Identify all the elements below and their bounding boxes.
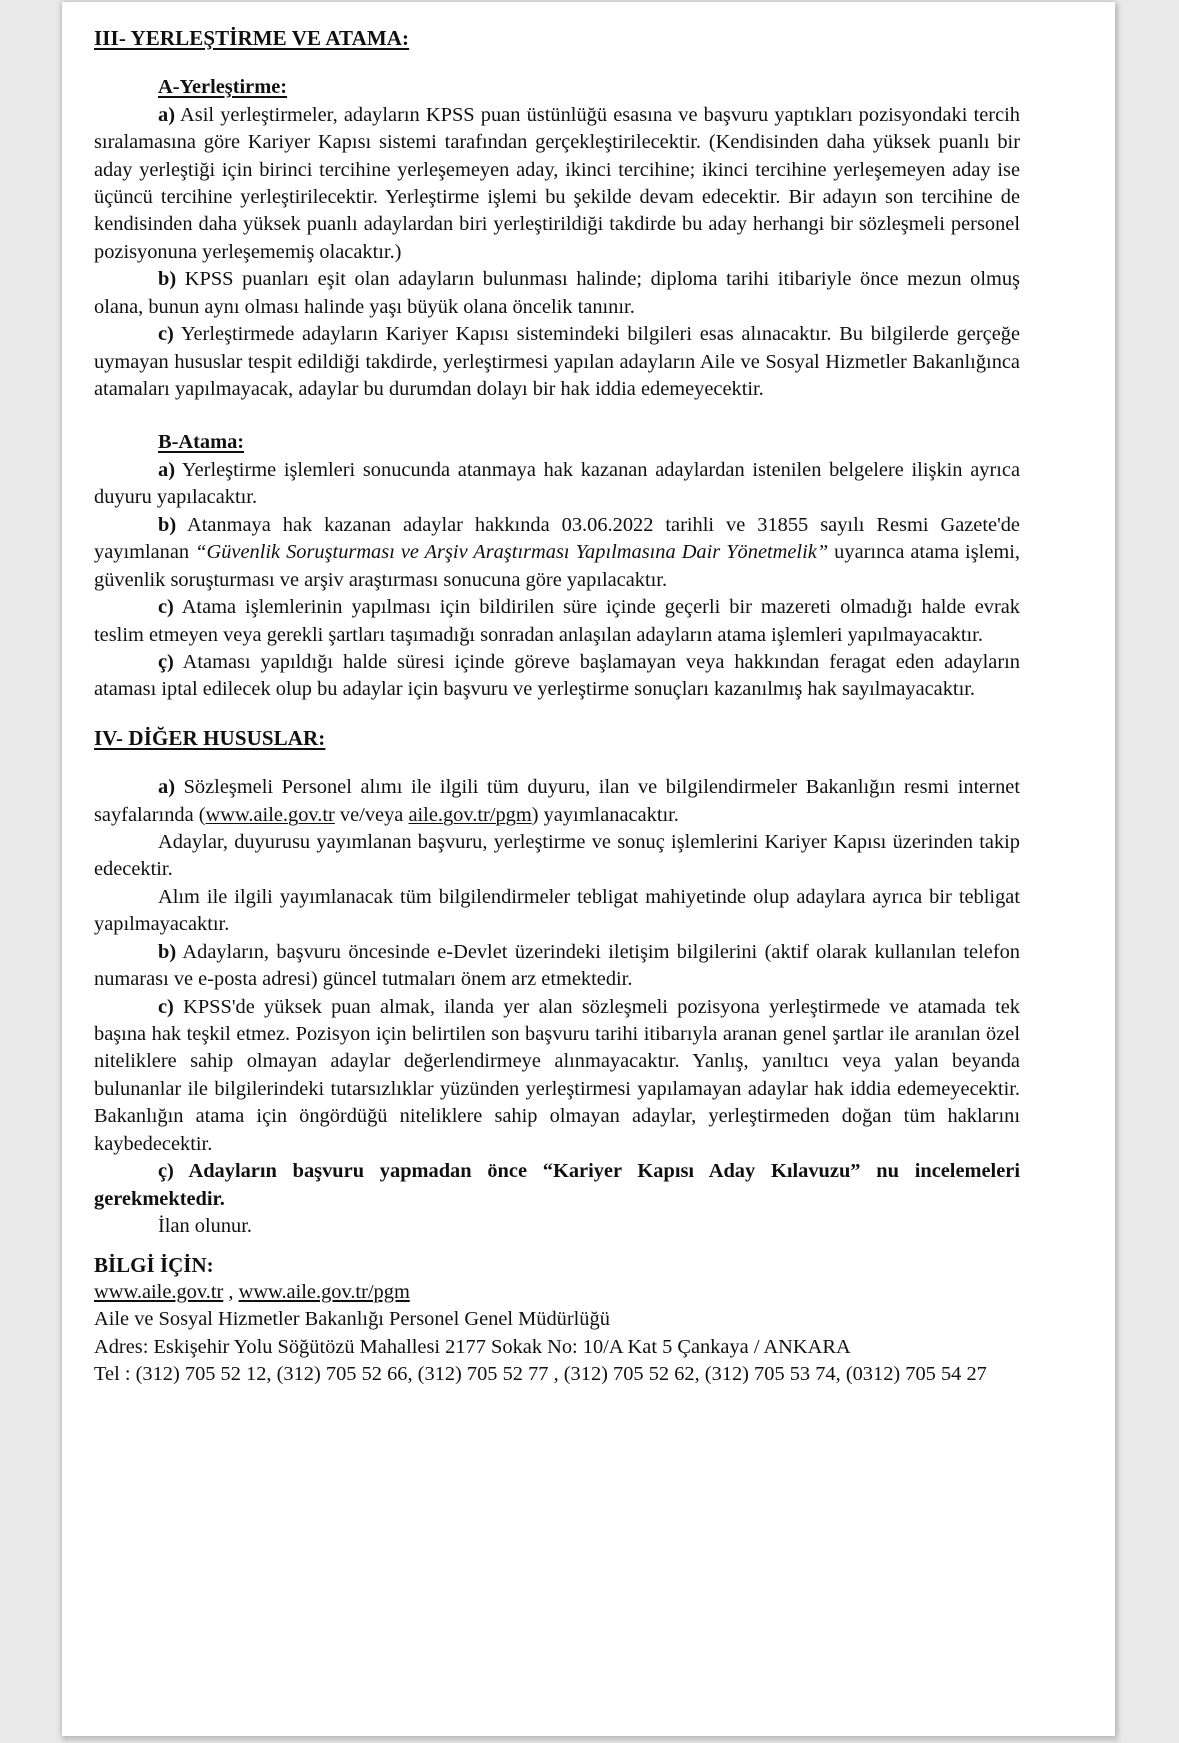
paragraph-diger-a xyxy=(94,774,1020,829)
contact-organization xyxy=(94,1306,1020,1333)
section-heading-yerlestirme-ve-atama xyxy=(94,24,1020,52)
subsection-heading-yerlestirme xyxy=(94,74,1020,101)
item-label-diger-c: c) xyxy=(158,995,174,1018)
paragraph-adaylar-takip-text: Adaylar, duyurusu yayımlanan başvuru, yerleştirme ve sonuç işlemlerini Kariyer Kapısı üzerinden takip edecektir. xyxy=(94,830,1020,881)
paragraph-ilan-olunur xyxy=(94,1213,1020,1240)
spacer xyxy=(94,1241,1020,1251)
item-text-diger-c: KPSS'de yüksek puan almak, ilanda yer alan sözleşmeli pozisyona yerleştirmede ve atamada tek başına hak teşkil etmez. Pozisyon için belirtilen son başvuru tarihi itibarıyla aranan genel şartlar ile aranılan özel niteliklere sahip olmayan adaylar değerlendirmeye alınmayacaktır. Yanlış, yanıltıcı veya yalan beyanda bulunanlar ile bilgilerindeki tutarsızlıklar yüzünden yerleştirmesi yapılamayan adaylar hak iddia edemeyecektir. Bakanlığın atama için öngördüğü niteliklere sahip olmayan adaylar, yerleştirmeden doğan tüm haklarını kaybedecektir. xyxy=(94,995,1020,1155)
ilan-olunur-text: İlan olunur. xyxy=(158,1215,253,1238)
item-label-diger-cc: ç) xyxy=(158,1160,174,1183)
item-label-atama-cc: ç) xyxy=(158,650,174,673)
item-label-atama-b: b) xyxy=(158,513,177,536)
contact-link-aile-gov-tr[interactable]: www.aile.gov.tr xyxy=(94,1280,224,1303)
contact-phones-text: Tel : (312) 705 52 12, (312) 705 52 66, (312) 705 52 77 , (312) 705 52 62, (312) 705 53 74, (0312) 705 54 27 xyxy=(94,1363,987,1386)
contact-address xyxy=(94,1334,1020,1361)
contact-phones xyxy=(94,1361,1020,1388)
paragraph-adaylar-takip xyxy=(94,829,1020,884)
item-text-atama-b-part1: Atanmaya hak kazanan adaylar hakkında 03.06.2022 tarihli ve 31855 sayılı Resmi Gazete'de yayımlanan xyxy=(94,513,1020,564)
paragraph-alim-tebligat xyxy=(94,884,1020,939)
paragraph-yerlestirme-b xyxy=(94,266,1020,321)
item-text-atama-b-part2: uyarınca atama işlemi, güvenlik soruşturması ve arşiv araştırması sonucuna göre yapılacaktır. xyxy=(94,541,1020,591)
paragraph-yerlestirme-c xyxy=(94,321,1020,403)
item-label-atama-c: c) xyxy=(158,596,174,619)
document-page xyxy=(62,2,1115,1736)
spacer xyxy=(94,704,1020,724)
item-label-atama-a: a) xyxy=(158,458,175,481)
contact-block xyxy=(94,1251,1020,1389)
item-text-diger-cc: Adayların başvuru yapmadan önce “Kariyer Kapısı Aday Kılavuzu” nu incelemeleri gerekmektedir. xyxy=(94,1160,1020,1210)
paragraph-atama-cc xyxy=(94,649,1020,704)
section-heading-text: III- YERLEŞTİRME VE ATAMA: xyxy=(94,26,410,50)
document-content xyxy=(94,24,1020,1389)
item-label-diger-a: a) xyxy=(158,776,175,799)
paragraph-diger-cc xyxy=(94,1158,1020,1213)
item-text-atama-cc: Ataması yapıldığı halde süresi içinde göreve başlamayan veya hakkından feragat eden adayların ataması iptal edilecek olup bu adaylar için başvuru ve yerleştirme sonuçları kazanılmış hak sayılmayacaktır. xyxy=(94,650,1020,701)
paragraph-diger-b xyxy=(94,939,1020,994)
paragraph-atama-b xyxy=(94,512,1020,594)
regulation-name-italic: “Güvenlik Soruşturması ve Arşiv Araştırması Yapılmasına Dair Yönetmelik” xyxy=(195,541,829,564)
contact-link-aile-gov-tr-pgm[interactable]: www.aile.gov.tr/pgm xyxy=(238,1280,410,1303)
contact-link-separator: , xyxy=(223,1280,239,1303)
item-text-diger-a-part1: Sözleşmeli Personel alımı ile ilgili tüm duyuru, ilan ve bilgilendirmeler Bakanlığın resmi internet sayfalarında ( xyxy=(94,776,1020,826)
item-label-b: b) xyxy=(158,268,177,291)
subsection-heading-atama xyxy=(94,429,1020,456)
contact-heading-text: BİLGİ İÇİN: xyxy=(94,1252,214,1277)
subsection-heading-text: A-Yerleştirme: xyxy=(158,76,288,99)
paragraph-yerlestirme-a xyxy=(94,102,1020,267)
item-text-atama-c: Atama işlemlerinin yapılması için bildirilen süre içinde geçerli bir mazereti olmadığı halde evrak teslim etmeyen veya gerekli şartları taşımadığı sonradan anlaşılan adayların atama işlemleri yapılmayacaktır. xyxy=(94,596,1020,646)
spacer xyxy=(94,403,1020,429)
contact-address-text: Adres: Eskişehir Yolu Söğütözü Mahallesi 2177 Sokak No: 10/A Kat 5 Çankaya / ANKARA xyxy=(94,1335,851,1358)
item-text-diger-a-part2: ) yayımlanacaktır. xyxy=(531,803,679,826)
link-aile-gov-tr-pgm[interactable]: aile.gov.tr/pgm xyxy=(408,803,532,826)
item-text-a: Asil yerleştirmeler, adayların KPSS puan üstünlüğü esasına ve başvuru yaptıkları pozisyondaki tercih sıralamasına göre Kariyer Kapısı sistemi tarafından gerçekleştirilecektir. (Kendisinden daha yüksek puanlı bir aday yerleştiği için birinci tercihine yerleşemeyen aday, ikinci tercihine; ikinci tercihine yerleşemeyen aday ise üçüncü tercihine yerleştirilecektir. Yerleştirme işlemi bu şekilde devam edecektir. Bir adayın son tercihine de kendisinden daha yüksek puanlı adaylardan biri yerleştirildiği takdirde bu aday herhangi bir sözleşmeli personel pozisyonuna yerleşememiş olacaktır.) xyxy=(94,103,1020,263)
item-text-atama-a: Yerleştirme işlemleri sonucunda atanmaya hak kazanan adaylardan istenilen belgelere ilişkin ayrıca duyuru yapılacaktır. xyxy=(94,458,1020,509)
item-text-b: KPSS puanları eşit olan adayların bulunması halinde; diploma tarihi itibariyle önce mezun olmuş olana, bunun aynı olması halinde yaşı büyük olana öncelik tanınır. xyxy=(94,268,1020,318)
paragraph-atama-c xyxy=(94,594,1020,649)
contact-links xyxy=(94,1279,1020,1306)
contact-organization-text: Aile ve Sosyal Hizmetler Bakanlığı Personel Genel Müdürlüğü xyxy=(94,1308,610,1331)
section-heading-text-diger: IV- DİĞER HUSUSLAR: xyxy=(94,725,326,750)
subsection-heading-text-atama: B-Atama: xyxy=(158,431,245,454)
item-text-diger-b: Adayların, başvuru öncesinde e-Devlet üzerindeki iletişim bilgilerini (aktif olarak kullanılan telefon numarası ve e-posta adresi) güncel tutmaları önem arz etmektedir. xyxy=(94,940,1020,991)
paragraph-atama-a xyxy=(94,457,1020,512)
item-label-diger-b: b) xyxy=(158,940,177,963)
paragraph-diger-c xyxy=(94,994,1020,1159)
item-text-c: Yerleştirmede adayların Kariyer Kapısı sistemindeki bilgileri esas alınacaktır. Bu bilgilerde gerçeğe uymayan hususlar tespit edildiği takdirde, yerleştirmesi yapılan adayların Aile ve Sosyal Hizmetler Bakanlığınca atamaları yapılmayacak, adaylar bu durumdan dolayı bir hak iddia edemeyecektir. xyxy=(94,323,1020,401)
section-heading-diger-hususlar xyxy=(94,724,1020,752)
contact-heading xyxy=(94,1251,1020,1279)
item-label-c: c) xyxy=(158,323,174,346)
link-aile-gov-tr[interactable]: www.aile.gov.tr xyxy=(205,803,335,826)
item-label-a: a) xyxy=(158,103,175,126)
paragraph-alim-tebligat-text: Alım ile ilgili yayımlanacak tüm bilgilendirmeler tebligat mahiyetinde olup adaylara ayrıca bir tebligat yapılmayacaktır. xyxy=(94,885,1020,936)
item-text-diger-a-mid: ve/veya xyxy=(334,803,409,826)
